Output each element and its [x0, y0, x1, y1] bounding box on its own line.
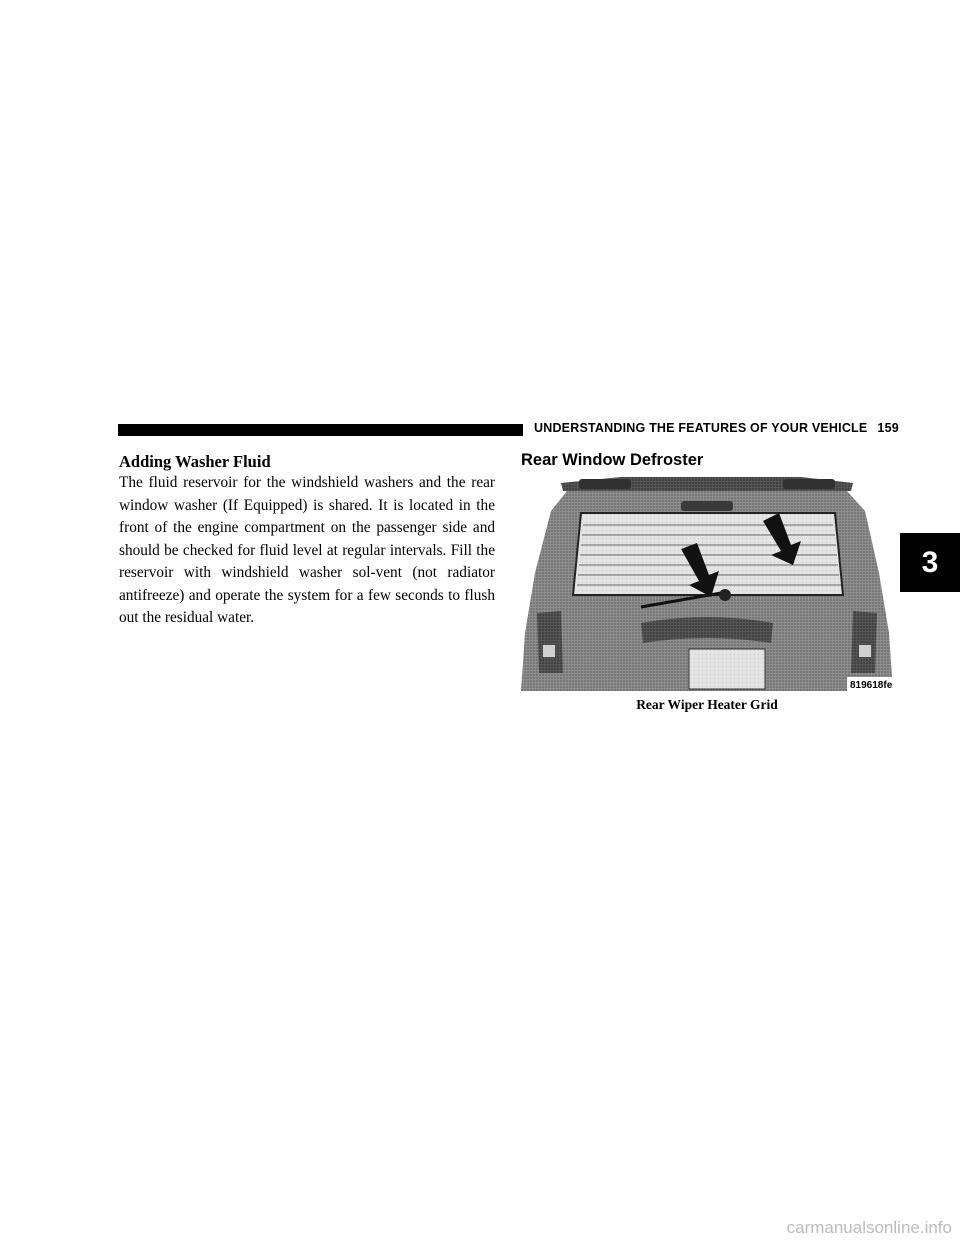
left-column — [119, 451, 495, 630]
section-heading-rear-defroster: Rear Window Defroster — [521, 451, 704, 469]
figure-caption: Rear Wiper Heater Grid — [636, 697, 778, 712]
rear-wiper-heater-grid-figure — [521, 473, 893, 691]
header-rule — [118, 424, 523, 436]
washer-fluid-paragraph: The fluid reservoir for the windshield washers and the rear window washer (If Equipped) is shared. It is located in the front of the engine compartment on the passenger side and should be checked for fluid level at regular intervals. Fill the reservoir with windshield washer sol-vent (not radiator antifreeze) and operate the system for a few seconds to flush out the residual water. — [119, 474, 495, 626]
page-number: 159 — [877, 421, 899, 435]
running-header-title: UNDERSTANDING THE FEATURES OF YOUR VEHICLE — [534, 421, 868, 435]
vehicle-rear-illustration — [521, 473, 893, 691]
running-header — [534, 421, 904, 435]
watermark: carmanualsonline.info — [786, 1218, 952, 1237]
section-heading-washer-fluid: Adding Washer Fluid — [119, 452, 271, 471]
chapter-tab: 3 — [900, 533, 960, 592]
figure-code: 819618fe — [850, 680, 893, 691]
